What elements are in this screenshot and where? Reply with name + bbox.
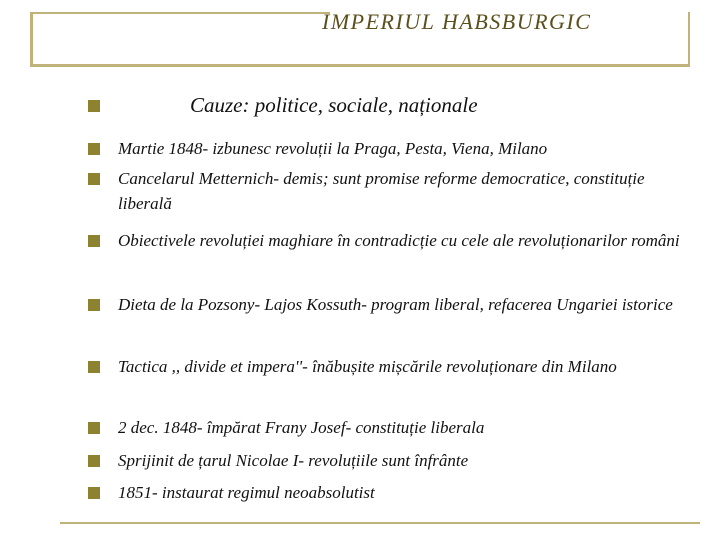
section-heading: Cauze: politice, sociale, naționale [190, 93, 478, 117]
bullet-text: Sprijinit de țarul Nicolae I- revoluțiile sunt înfrânte [118, 451, 469, 470]
title-frame-top-rule [30, 12, 330, 14]
bullet-list [88, 92, 688, 510]
list-item [88, 136, 688, 166]
list-item [88, 448, 688, 480]
bullet-text: Tactica ,, divide et impera''- înăbușite mișcările revoluționare din Milano [118, 357, 617, 376]
bullet-text: Cancelarul Metternich- demis; sunt promise reforme democratice, constituție liberală [118, 169, 645, 213]
slide-title: IMPERIUL HABSBURGIC [322, 9, 592, 34]
footer-rule [60, 522, 700, 524]
list-item-heading [88, 92, 688, 136]
square-bullet-icon [88, 143, 100, 155]
square-bullet-icon [88, 235, 100, 247]
square-bullet-icon [88, 100, 100, 112]
square-bullet-icon [88, 487, 100, 499]
square-bullet-icon [88, 422, 100, 434]
title-frame-right-rule [688, 12, 690, 66]
square-bullet-icon [88, 361, 100, 373]
bullet-text: Obiectivele revoluției maghiare în contradicție cu cele ale revoluționarilor români [118, 231, 680, 250]
list-item [88, 292, 688, 354]
list-item [88, 480, 688, 510]
list-item [88, 354, 688, 415]
square-bullet-icon [88, 299, 100, 311]
bullet-text: Dieta de la Pozsony- Lajos Kossuth- program liberal, refacerea Ungariei istorice [118, 295, 673, 314]
title-underline-rule [30, 64, 690, 67]
bullet-text: Martie 1848- izbunesc revoluții la Praga, Pesta, Viena, Milano [118, 139, 548, 158]
list-item [88, 166, 688, 228]
square-bullet-icon [88, 173, 100, 185]
square-bullet-icon [88, 455, 100, 467]
bullet-text: 2 dec. 1848- împărat Frany Josef- constituție liberala [118, 418, 485, 437]
list-item [88, 415, 688, 448]
list-item [88, 228, 688, 292]
title-frame-left-rule [30, 12, 33, 66]
bullet-text: 1851- instaurat regimul neoabsolutist [118, 483, 375, 502]
